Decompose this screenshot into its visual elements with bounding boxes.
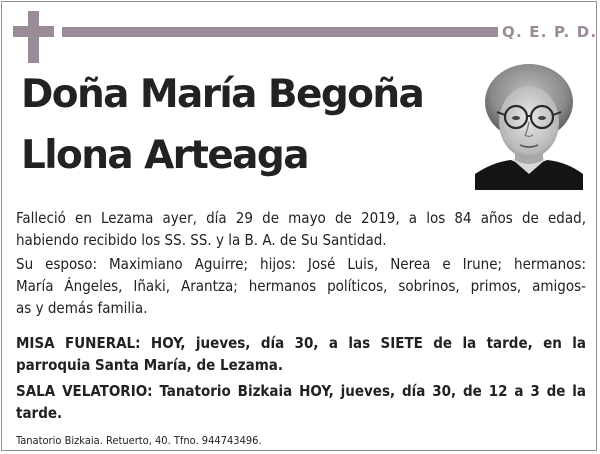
deceased-name-line1: Doña María Begoña	[21, 72, 424, 117]
paragraph-line: Falleció en Lezama ayer, día 29 de mayo de 2019, a los 84 años de edad,	[16, 209, 586, 227]
paragraph-line: MISA FUNERAL: HOY, jueves, día 30, a las SIETE de la tarde, en la	[16, 334, 586, 352]
paragraph-line: Su esposo: Maximiano Aguirre; hijos: José Luis, Nerea e Irune; hermanos:	[16, 255, 586, 273]
portrait-photo	[475, 62, 583, 190]
header-divider	[62, 27, 498, 37]
wake-room-paragraph	[16, 380, 586, 424]
portrait-image	[475, 62, 583, 190]
paragraph-line: as y demás familia.	[16, 299, 148, 317]
paragraph-line: tarde.	[16, 404, 63, 422]
paragraph-line: SALA VELATORIO: Tanatorio Bizkaia HOY, jueves, día 30, de 12 a 3 de la	[16, 382, 586, 400]
funeral-mass-paragraph	[16, 332, 586, 376]
paragraph-line: María Ángeles, Iñaki, Arantza; hermanos políticos, sobrinos, primos, amigos-	[16, 277, 586, 295]
qepd-label: Q. E. P. D.	[502, 23, 598, 41]
family-paragraph	[16, 253, 586, 319]
paragraph-line: parroquia Santa María, de Lezama.	[16, 356, 283, 374]
obituary-card	[1, 1, 597, 451]
deceased-name-line2: Llona Arteaga	[21, 133, 308, 178]
paragraph-line: habiendo recibido los SS. SS. y la B. A. de Su Santidad.	[16, 231, 387, 249]
death-notice-paragraph	[16, 207, 586, 251]
funeral-home-footer: Tanatorio Bizkaia. Retuerto, 40. Tfno. 944743496.	[16, 434, 262, 447]
cross-icon-bar	[13, 26, 54, 37]
cross-icon	[28, 11, 39, 63]
